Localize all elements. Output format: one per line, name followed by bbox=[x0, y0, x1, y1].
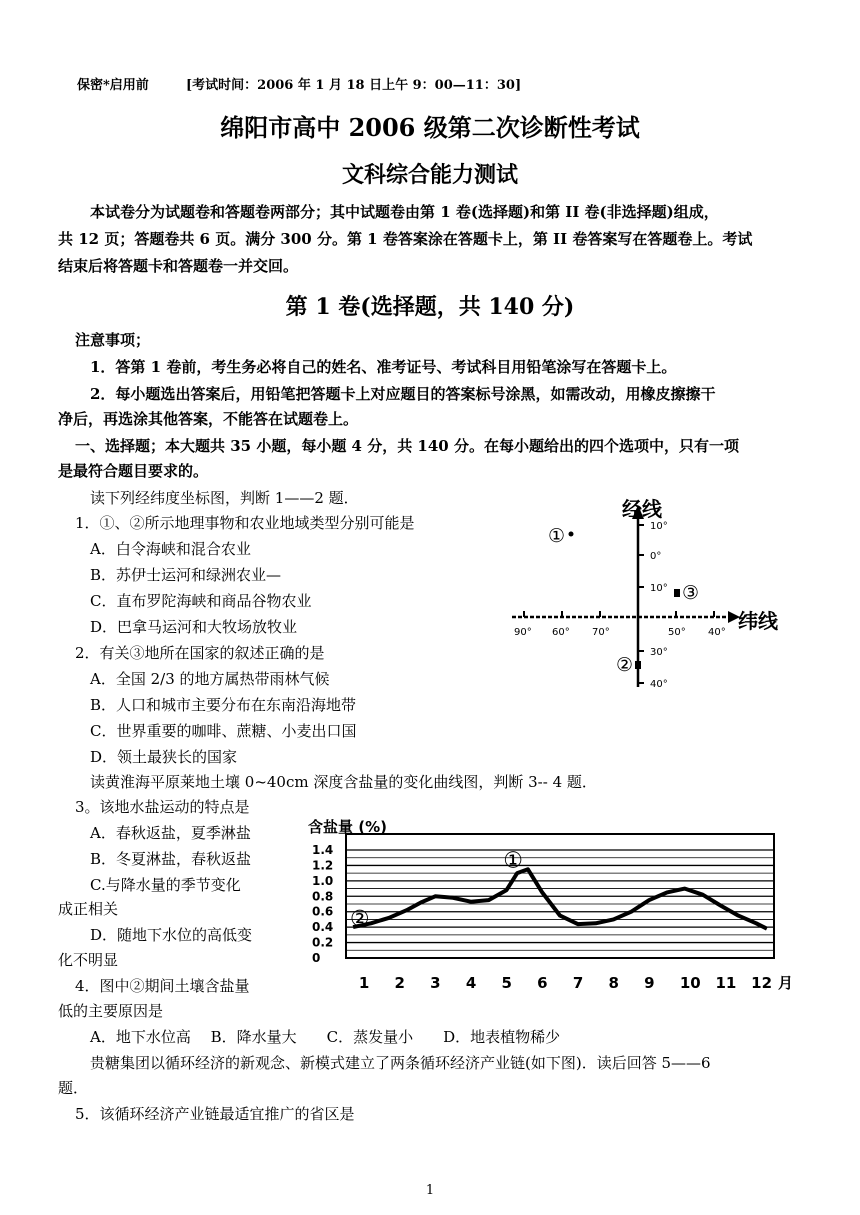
q1-option-d: D．巴拿马运河和大牧场放牧业 bbox=[90, 618, 298, 636]
q2-option-b: B．人口和城市主要分布在东南沿海地带 bbox=[90, 696, 357, 714]
q12-lead: 读下列经纬度坐标图，判断 1——2 题． bbox=[90, 489, 359, 507]
chart-y-tick-label: 1.0 bbox=[312, 873, 334, 888]
latitude-label: 纬线 bbox=[738, 609, 778, 633]
chart-y-tick-label: 0.4 bbox=[312, 920, 334, 935]
x-tick-label: 90° bbox=[514, 627, 532, 638]
q1-option-a: A．白令海峡和混合农业 bbox=[90, 540, 251, 558]
chart-x-tick-label: 10 bbox=[679, 974, 701, 992]
q2-option-a: A．全国 2/3 的地方属热带雨林气候 bbox=[90, 670, 330, 688]
chart-y-tick-label: 0 bbox=[312, 951, 321, 965]
chart-x-tick-label: 5 bbox=[501, 974, 512, 992]
longitude-label: 经线 bbox=[622, 497, 662, 521]
chart-x-tick-label: 7 bbox=[572, 974, 584, 992]
chart-y-tick-label: 0.2 bbox=[312, 935, 334, 950]
q3-option-c-2: 成正相关 bbox=[58, 900, 119, 918]
q3-option-a: A．春秋返盐，夏季淋盐 bbox=[90, 824, 251, 842]
y-tick-label: 10° bbox=[650, 583, 668, 594]
x-tick-label: 70° bbox=[592, 627, 610, 638]
chart-ylabel: 含盐量 (%) bbox=[308, 818, 387, 836]
marker-1: ① bbox=[548, 525, 566, 547]
marker-3: ③ bbox=[682, 582, 700, 604]
page-title: 绵阳市高中 2006 级第二次诊断性考试 bbox=[220, 113, 640, 142]
marker-3-point bbox=[674, 589, 680, 597]
q4-stem-1: 4．图中②期间土壤含盐量 bbox=[75, 977, 250, 995]
chart-x-tick-label: 3 bbox=[430, 974, 441, 992]
chart-x-tick-label: 9 bbox=[644, 974, 655, 992]
chart-y-tick-label: 1.2 bbox=[312, 858, 334, 873]
y-tick-label: 40° bbox=[650, 679, 668, 690]
q56-lead-1: 贵糖集团以循环经济的新观念、新模式建立了两条循环经济产业链(如下图)．读后回答 5——6 bbox=[90, 1054, 711, 1072]
x-tick-label: 50° bbox=[668, 627, 686, 638]
chart-x-tick-label: 2 bbox=[394, 974, 405, 992]
q56-lead-2: 题． bbox=[58, 1079, 89, 1097]
y-tick-label: 10° bbox=[650, 521, 668, 532]
q3-option-d-2: 化不明显 bbox=[58, 951, 119, 969]
chart-x-tick-label: 1 bbox=[358, 974, 370, 992]
chart-annotation-1: ① bbox=[503, 848, 523, 874]
page-number: 1 bbox=[425, 1183, 435, 1198]
intro-line-3: 结束后将答题卡和答题卷一并交回。 bbox=[58, 257, 299, 275]
q2-option-d: D．领土最狭长的国家 bbox=[90, 748, 238, 766]
x-tick-label: 60° bbox=[552, 627, 570, 638]
q4-stem-2: 低的主要原因是 bbox=[58, 1002, 164, 1020]
marker-2-point bbox=[635, 661, 641, 669]
q3-stem: 3。该地水盐运动的特点是 bbox=[75, 798, 250, 816]
chart-x-tick-label: 8 bbox=[608, 974, 619, 992]
note-2a: 2．每小题选出答案后，用铅笔把答题卡上对应题目的答案标号涂黑，如需改动，用橡皮擦擦干 bbox=[90, 385, 716, 403]
q5-stem: 5．该循环经济产业链最适宜推广的省区是 bbox=[75, 1105, 355, 1123]
section1-line-2: 是最符合题目要求的。 bbox=[58, 462, 209, 480]
y-tick-label: 0° bbox=[650, 551, 662, 562]
q34-lead: 读黄淮海平原莱地土壤 0~40cm 深度含盐量的变化曲线图，判断 3-- 4 题． bbox=[90, 773, 597, 791]
salt-content-chart bbox=[300, 812, 810, 997]
chart-y-tick-label: 0.6 bbox=[312, 904, 334, 919]
q1-option-b: B．苏伊士运河和绿洲农业— bbox=[90, 566, 282, 584]
chart-x-tick-label: 12 bbox=[751, 974, 773, 992]
chart-x-tick-label: 4 bbox=[465, 974, 477, 992]
page-subtitle: 文科综合能力测试 bbox=[341, 162, 518, 188]
confidential-label: 保密*启用前 bbox=[77, 78, 149, 93]
intro-line-2: 共 12 页；答题卷共 6 页。满分 300 分。第 1 卷答案涂在答题卡上，第 II 卷答案写在答题卷上。考试 bbox=[58, 230, 753, 248]
chart-annotation-2: ② bbox=[349, 906, 370, 932]
chart-y-tick-label: 0.8 bbox=[312, 889, 334, 904]
section1-line-1: 一、选择题；本大题共 35 小题，每小题 4 分，共 140 分。在每小题给出的四个选项中，只有一项 bbox=[75, 437, 739, 455]
q4-options: A．地下水位高 B．降水量大 C．蒸发量小 D．地表植物稀少 bbox=[90, 1028, 561, 1046]
y-tick-label: 30° bbox=[650, 647, 668, 658]
note-1: 1．答第 1 卷前，考生务必将自己的姓名、准考证号、考试科目用铅笔涂写在答题卡上。 bbox=[90, 358, 677, 376]
q3-option-c-1: C.与降水量的季节变化 bbox=[90, 876, 241, 894]
q3-option-b: B．冬夏淋盐，春秋返盐 bbox=[90, 850, 252, 868]
x-tick-label: 40° bbox=[708, 627, 726, 638]
note-2b: 净后，再选涂其他答案，不能答在试题卷上。 bbox=[58, 410, 359, 428]
intro-line-1: 本试卷分为试题卷和答题卷两部分；其中试题卷由第 1 卷(选择题)和第 II 卷(非选择题)组成， bbox=[90, 203, 719, 221]
q1-option-c: C．直布罗陀海峡和商品谷物农业 bbox=[90, 592, 312, 610]
lat-lon-coordinate-figure bbox=[500, 495, 800, 695]
notes-heading: 注意事项； bbox=[75, 331, 151, 349]
exam-time: [考试时间：2006 年 1 月 18 日上午 9：00—11：30] bbox=[186, 78, 522, 93]
marker-1-point bbox=[569, 532, 574, 537]
q2-option-c: C．世界重要的咖啡、蔗糖、小麦出口国 bbox=[90, 722, 357, 740]
chart-y-tick-label: 1.4 bbox=[312, 843, 334, 857]
q1-stem: 1．①、②所示地理事物和农业地域类型分别可能是 bbox=[75, 514, 415, 532]
q3-option-d-1: D．随地下水位的高低变 bbox=[90, 926, 253, 944]
chart-xlabel: 月 bbox=[778, 974, 794, 992]
part1-title: 第 1 卷(选择题，共 140 分) bbox=[285, 294, 575, 320]
chart-x-tick-label: 6 bbox=[537, 974, 548, 992]
marker-2: ② bbox=[616, 654, 634, 676]
chart-x-tick-label: 11 bbox=[715, 974, 737, 992]
q2-stem: 2．有关③地所在国家的叙述正确的是 bbox=[75, 644, 325, 662]
